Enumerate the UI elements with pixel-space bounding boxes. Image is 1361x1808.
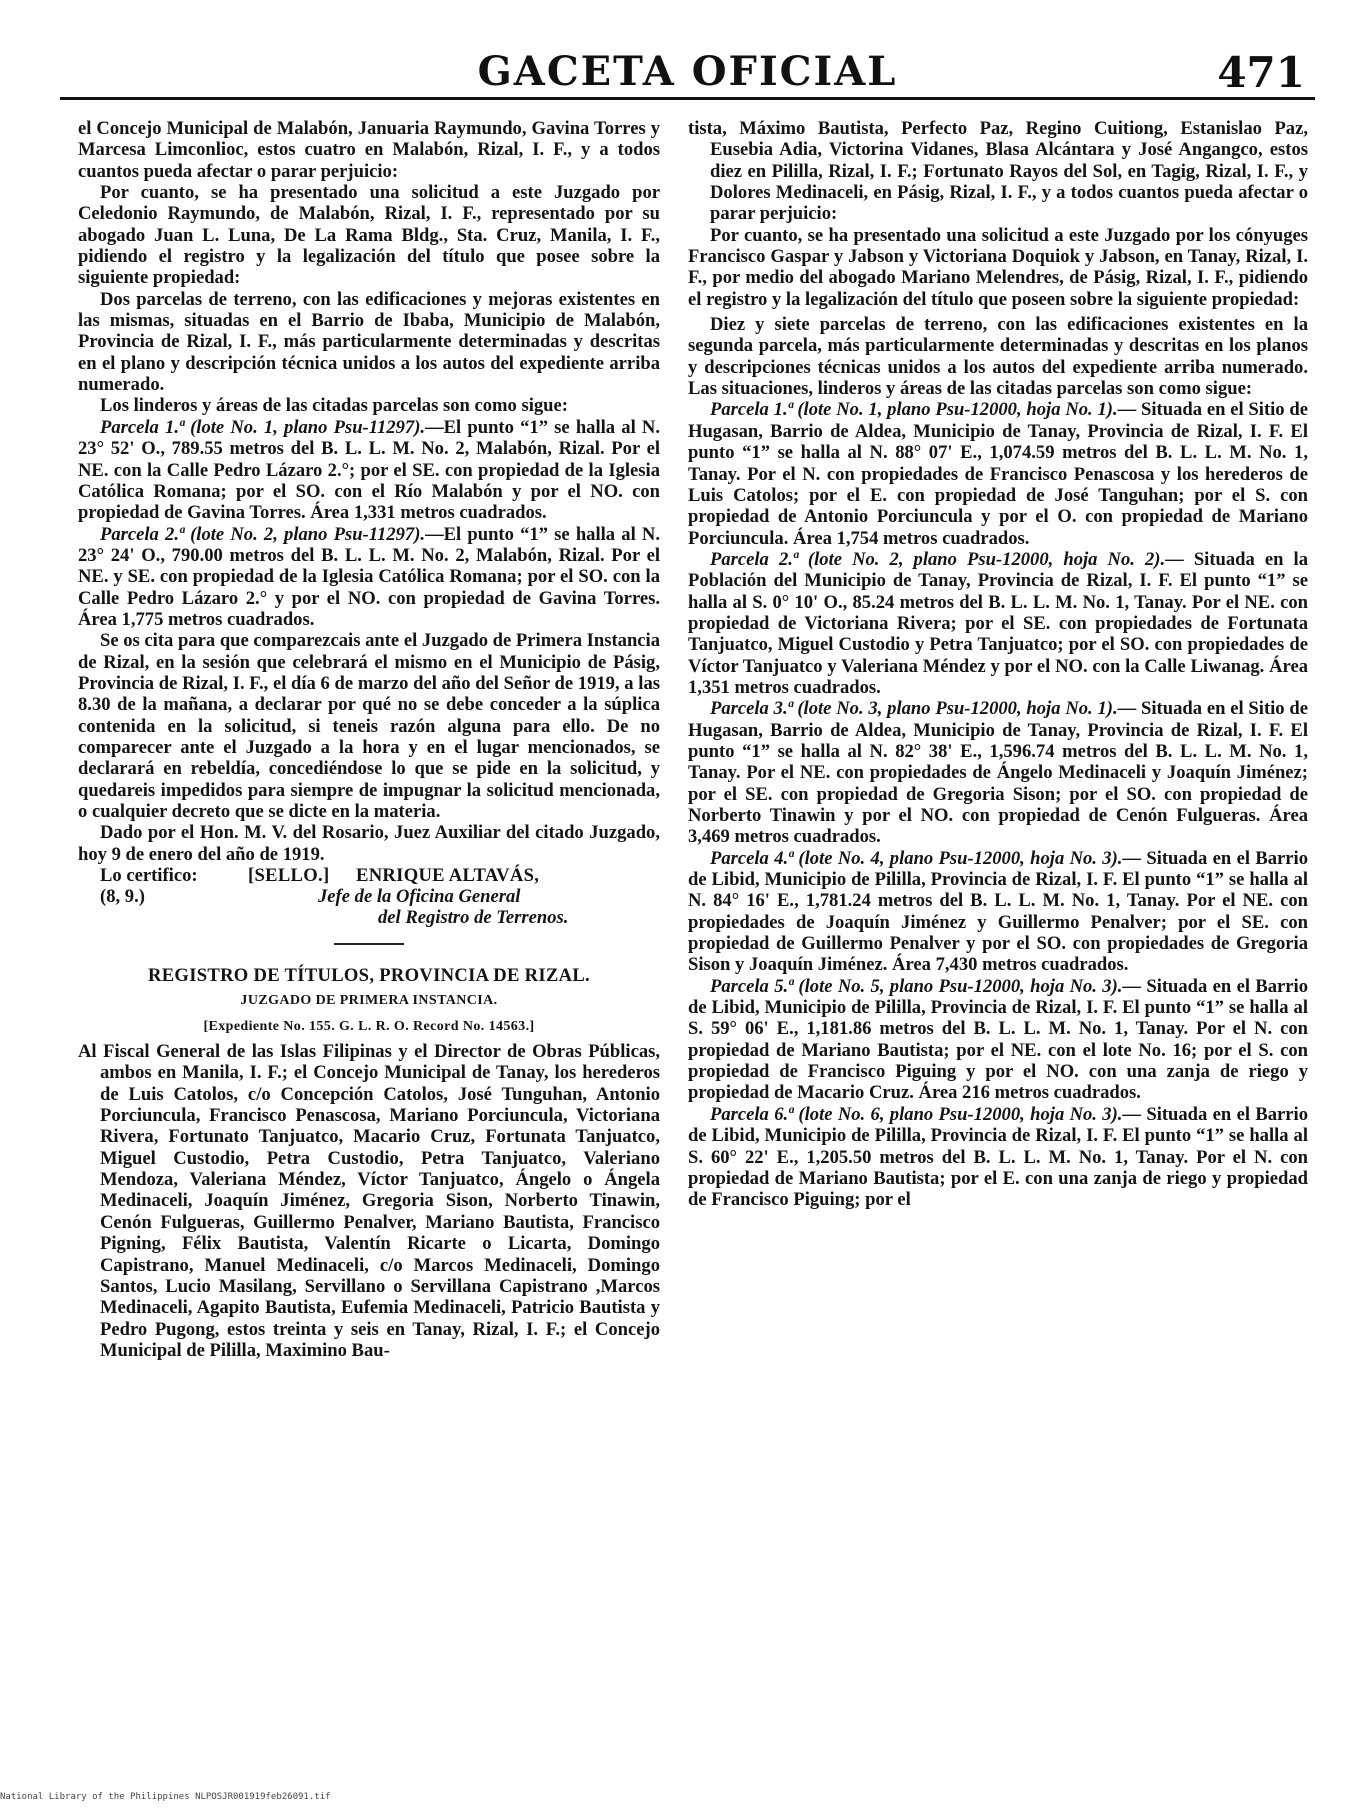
publication-title: GACETA OFICIAL	[477, 48, 898, 95]
parcel-text: — Situada en el Barrio de Libid, Municipio de Pililla, Provincia de Rizal, I. F. El punto “1” se halla al S. 59° 06' E., 1,181.86 metros del B. L. L. M. No. 1, Tanay. Por el N. con propiedad de Mariano Bautista; por el NE. con el lote No. 16; por el S. con propiedad de Francisco Piguing y por el NO. con una zanja de riego y propiedad de Macario Cruz. Área 216 metros cuadrados.	[688, 975, 1308, 1104]
parcel-text: — Situada en el Barrio de Libid, Municipio de Pililla, Provincia de Rizal, I. F. El punto “1” se halla al S. 60° 22' E., 1,205.50 metros del B. L. L. M. No. 1, Tanay. Por el N. con propiedad de Mariano Bautista; por el E. con una zanja de riego y propiedad de Francisco Piguing; por el	[688, 1103, 1308, 1211]
parcel-paragraph	[688, 1104, 1308, 1211]
case-reference: [Expediente No. 155. G. L. R. O. Record No. 14563.]	[203, 1018, 535, 1034]
parcel-text: — Situada en el Sitio de Hugasan, Barrio de Aldea, Municipio de Tanay, Provincia de Rizal, I. F. El punto “1” se halla al N. 82° 38' E., 1,596.74 metros del B. L. L. M. No. 1, Tanay. Por el NE. con propiedades de Ángelo Medinaceli y Joaquín Jiménez; por el SE. con propiedad de Gregoria Sison; por el SO. con propiedad de Norberto Tinawin y por el NO. con propiedad de Cenón Fulgueras. Área 3,469 metros cuadrados.	[688, 698, 1308, 848]
seal-mark: [SELLO.]	[248, 865, 330, 887]
page-header	[60, 48, 1315, 103]
parcel-label: Parcela 1.ª (lote No. 1, plano Psu-11297).	[100, 416, 426, 438]
signatory-title: del Registro de Terrenos.	[378, 907, 569, 929]
notice-reference: (8, 9.)	[100, 886, 145, 908]
paragraph: Por cuanto, se ha presentado una solicitud a este Juzgado por los cónyuges Francisco Gaspar y Jabson y Victoriana Doquiok y Jabson, en Tanay, Rizal, I. F., por medio del abogado Mariano Melendres, de Pásig, Rizal, I. F., pidiendo el registro y la legalización del título que poseen sobre la siguiente propiedad:	[688, 224, 1308, 310]
parcel-label: Parcela 1.ª (lote No. 1, plano Psu-12000, hoja No. 1).	[710, 399, 1118, 421]
parcel-label: Parcela 2.ª (lote No. 2, plano Psu-12000, hoja No. 2).	[710, 548, 1166, 570]
left-column	[78, 118, 660, 1773]
parcel-paragraph	[688, 848, 1308, 976]
paragraph: Por cuanto, se ha presentado una solicitud a este Juzgado por Celedonio Raymundo, de Malabón, Rizal, I. F., representado por su abogado Juan L. Luna, De La Rama Bldg., Sta. Cruz, Manila, I. F., pidiendo el registro y la legalización del título que posee sobre la siguiente propiedad:	[78, 182, 660, 289]
paragraph: Los linderos y áreas de las citadas parcelas son como sigue:	[100, 395, 568, 417]
paragraph: Diez y siete parcelas de terreno, con las edificaciones existentes en la segunda parcela, más particularmente determinadas y descritas en los planos y descripciones técnicas unidos a los autos del expediente arriba numerado. Las situaciones, linderos y áreas de las citadas parcelas son como sigue:	[688, 314, 1308, 400]
parcel-paragraph	[78, 417, 660, 524]
signatory-title: Jefe de la Oficina General	[318, 886, 521, 908]
paragraph: tista, Máximo Bautista, Perfecto Paz, Regino Cuitiong, Estanislao Paz, Eusebia Adia, Victorina Vidanes, Blasa Alcántara y José Angangco, estos diez en Pililla, Rizal, I. F.; Fortunato Rayos del Sol, en Tagig, Rizal, I. F., y Dolores Medinaceli, en Pásig, Rizal, I. F., y a todos cuantos pueda afectar o parar perjuicio:	[688, 118, 1308, 225]
certify-label: Lo certifico:	[100, 865, 198, 887]
parcel-text: — Situada en el Sitio de Hugasan, Barrio de Aldea, Municipio de Tanay, Provincia de Rizal, I. F. El punto “1” se halla al N. 88° 07' E., 1,074.59 metros del B. L. L. M. No. 1, Tanay. Por el N. con propiedades de Francisco Penascosa y los herederos de Luis Catolos; por el E. con propiedad de José Tanguhan; por el S. con propiedad de Antonio Porciuncula y por el O. con propiedad de Mariano Porciuncula. Área 1,754 metros cuadrados.	[688, 399, 1308, 549]
parcel-label: Parcela 3.ª (lote No. 3, plano Psu-12000, hoja No. 1).	[710, 698, 1118, 720]
paragraph: Dado por el Hon. M. V. del Rosario, Juez Auxiliar del citado Juzgado, hoy 9 de enero del año de 1919.	[78, 822, 660, 865]
parcel-text: —El punto “1” se halla al N. 23° 24' O., 790.00 metros del B. L. L. M. No. 2, Malabón, Rizal. Por el NE. y SE. con propiedad de la Iglesia Católica Romana; por el SO. con la Calle Pedro Lázaro 2.° y por el NO. con propiedad de Gavina Torres. Área 1,775 metros cuadrados.	[78, 523, 660, 630]
paragraph: Dos parcelas de terreno, con las edificaciones y mejoras existentes en las mismas, situadas en el Barrio de Ibaba, Municipio de Malabón, Provincia de Rizal, I. F., más particularmente determinadas y descritas en el plano y descripción técnica unidos a los autos del expediente arriba numerado.	[78, 288, 660, 396]
parcel-label: Parcela 5.ª (lote No. 5, plano Psu-12000, hoja No. 3).	[710, 975, 1123, 997]
parcel-paragraph	[78, 524, 660, 631]
paragraph: el Concejo Municipal de Malabón, Januaria Raymundo, Gavina Torres y Marcesa Limconlioc, estos cuatro en Malabón, Rizal, I. F., y a todos cuantos pueda afectar o parar perjuicio:	[78, 118, 660, 182]
parcel-text: —El punto “1” se halla al N. 23° 52' O., 789.55 metros del B. L. L. M. No. 2, Malabón, Rizal. Por el NE. con la Calle Pedro Lázaro 2.°; por el SE. con propiedad de la Iglesia Católica Romana; por el SO. con el Río Malabón y por el NO. con propiedad de Gavina Torres. Área 1,331 metros cuadrados.	[78, 416, 660, 524]
right-column	[688, 118, 1308, 1773]
parcel-text: — Situada en el Barrio de Libid, Municipio de Pililla, Provincia de Rizal, I. F. El punto “1” se halla al N. 84° 16' E., 1,781.24 metros del B. L. L. M. No. 1, Tanay. Por el NE. con propiedades de Joaquín Jiménez y Guillermo Penalver; por el SE. con propiedad de Guillermo Penalver y por el SO. con propiedades de Gregoria Sison y Joaquín Jiménez. Área 7,430 metros cuadrados.	[688, 847, 1308, 976]
parcel-text: — Situada en la Población del Municipio de Tanay, Provincia de Rizal, I. F. El punto “1” se halla al S. 0° 10' O., 85.24 metros del B. L. L. M. No. 1, Tanay. Por el NE. con propiedad de Victoriana Rivera; por el SE. con propiedades de Fortunata Tanjuatco, Miguel Custodio y Petra Tanjuatco; por el SO. con propiedades de Víctor Tanjuatco y Valeriana Méndez y por el NO. con la Calle Liwanag. Área 1,351 metros cuadrados.	[688, 548, 1308, 698]
section-title: REGISTRO DE TÍTULOS, PROVINCIA DE RIZAL.	[148, 965, 590, 987]
parcel-paragraph	[688, 698, 1308, 847]
signatory-name: ENRIQUE ALTAVÁS,	[356, 865, 540, 887]
page-number: 471	[1217, 48, 1305, 97]
signature-block	[78, 865, 660, 929]
paragraph: Se os cita para que comparezcais ante el Juzgado de Primera Instancia de Rizal, en la sesión que celebrará el mismo en el Municipio de Pásig, Provincia de Rizal, I. F., el día 6 de marzo del año del Señor de 1919, a las 8.30 de la mañana, a declarar por qué no se debe conceder a la súplica contenida en la solicitud, si teneis razón alguna para ello. De no comparecer ante el Juzgado a la hora y en el lugar mencionados, se declarará en rebeldía, concediéndose lo que se pide en la solicitud, y quedareis impedidos para siempre de impugnar la solicitud mencionada, o cualquier decreto que se dicte en la materia.	[78, 630, 660, 822]
section-divider	[334, 943, 404, 945]
parcel-paragraph	[688, 976, 1308, 1104]
parcel-paragraph	[688, 399, 1308, 548]
parcel-label: Parcela 4.ª (lote No. 4, plano Psu-12000, hoja No. 3).	[710, 847, 1123, 869]
scan-footer: National Library of the Philippines NLPOSJR001919feb26091.tif	[0, 1792, 331, 1802]
parcel-label: Parcela 2.ª (lote No. 2, plano Psu-11297).	[100, 523, 426, 545]
addressee-paragraph: Al Fiscal General de las Islas Filipinas y el Director de Obras Públicas, ambos en Manila, I. F.; el Concejo Municipal de Tanay, los herederos de Luis Catolos, c/o Concepción Catolos, José Tunguhan, Antonio Porciuncula, Francisco Penascosa, Mariano Porciuncula, Victoriana Rivera, Fortunato Tanjuatco, Macario Cruz, Fortunata Tanjuatco, Miguel Custodio, Petra Custodio, Petra Tanjuatco, Valeriano Mendoza, Valeriana Méndez, Víctor Tanjuatco, Ángelo o Ángela Medinaceli, Joaquín Jiménez, Gregoria Sison, Norberto Tinawin, Cenón Fulgueras, Guillermo Penalver, Mariano Bautista, Francisco Pigning, Félix Bautista, Valentín Ricarte o Licarta, Domingo Capistrano, Manuel Medinaceli, c/o Marcos Medinaceli, Domingo Santos, Lucio Masilang, Servillano o Servillana Capistrano ,Marcos Medinaceli, Agapito Bautista, Eufemia Medinaceli, Patricio Bautista y Pedro Pugong, estos treinta y seis en Tanay, Rizal, I. F.; el Concejo Municipal de Pililla, Maximino Bau-	[78, 1041, 660, 1361]
parcel-label: Parcela 6.ª (lote No. 6, plano Psu-12000, hoja No. 3).	[710, 1103, 1123, 1125]
court-name: JUZGADO DE PRIMERA INSTANCIA.	[240, 993, 498, 1009]
parcel-paragraph	[688, 549, 1308, 698]
header-rule	[60, 97, 1315, 100]
